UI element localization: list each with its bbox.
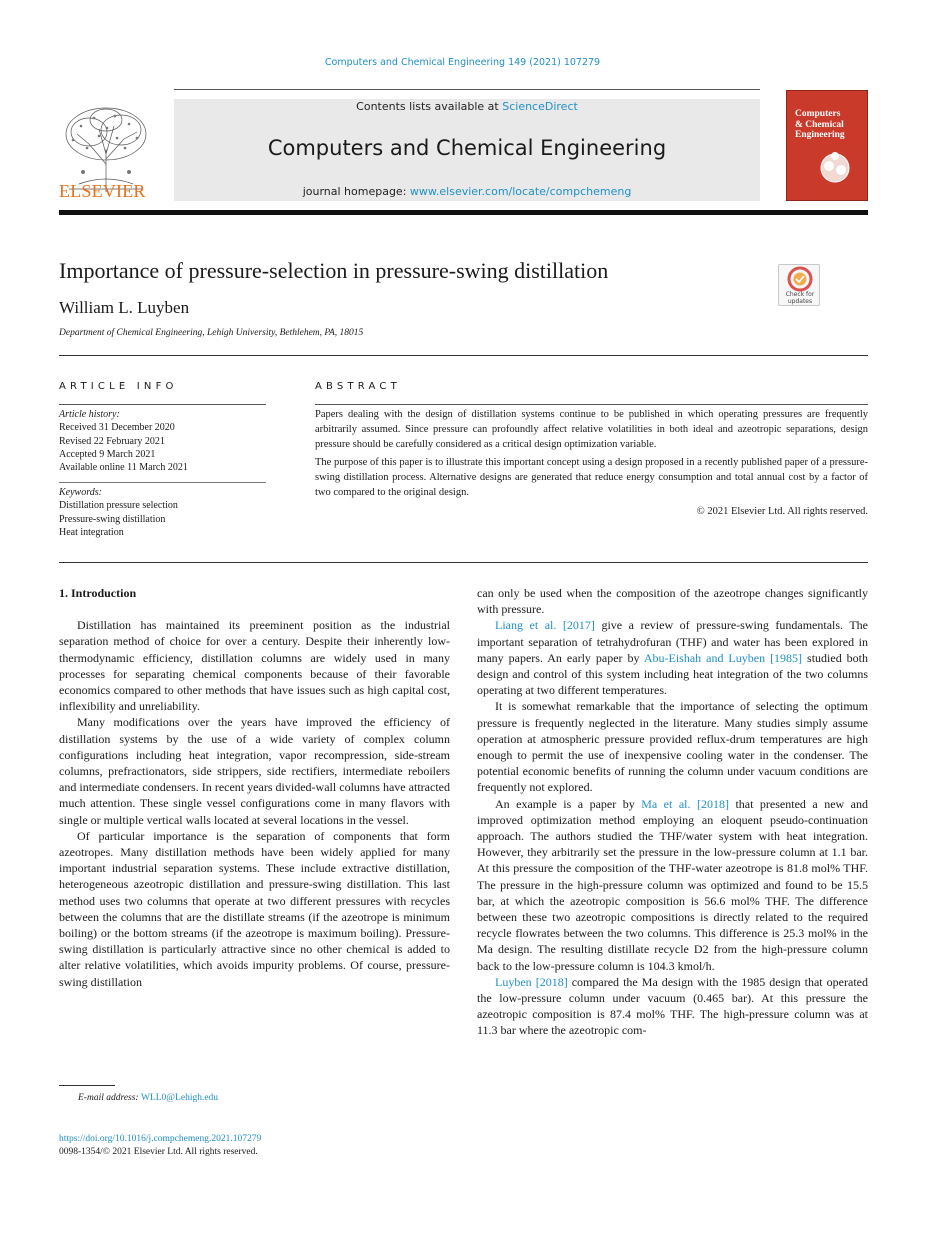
contents-line [174, 100, 760, 113]
citation-link[interactable]: Luyben [2018] [495, 974, 568, 989]
abstract-paragraph: The purpose of this paper is to illustrate this important concept using a design proposed in a recently published paper of a pressure-swing distillation process. Alternative designs are generated that reduce energy consumption and total annual cost by a factor of two compared to the original design. [315, 457, 868, 498]
cover-title-line: & Chemical [795, 119, 844, 130]
journal-citation[interactable]: Computers and Chemical Engineering 149 (2021) 107279 [324, 57, 601, 68]
paragraph-text: An example is a paper by [495, 796, 642, 811]
history-item: Accepted 9 March 2021 [59, 448, 156, 460]
article-history [59, 408, 266, 474]
paragraph-text: compared the Ma design with the 1985 design that operated the low-pressure column under vacuum (0.465 bar). At this pressure the azeotropic composition is 87.4 mol% THF. The high-pressure column was at 11.3 bar where the azeotropic com- [477, 974, 868, 1038]
citation-link[interactable]: Abu-Eishah and Luyben [1985] [643, 650, 803, 665]
history-label: Article history: [59, 409, 120, 420]
abstract-rule [315, 404, 868, 405]
journal-homepage-link[interactable]: www.elsevier.com/locate/compchemeng [409, 185, 632, 198]
keywords-label: Keywords: [59, 487, 102, 498]
body-paragraph: Many modifications over the years have improved the efficiency of distillation systems by the use of a wide variety of complex column configurations including heat integration, vapor recompression, side-stream columns, prefractionators, side strippers, side rectifiers, intermediate reboilers and intermediate condensers. In recent years divided-wall columns have attracted much attention. These single vessel configurations come in many flavors with single or multiple vertical walls located at several locations in the vessel. [59, 715, 450, 827]
citation-link[interactable]: Ma et al. [2018] [641, 796, 729, 811]
history-item: Received 31 December 2020 [59, 422, 175, 434]
abstract-copyright: © 2021 Elsevier Ltd. All rights reserved. [696, 505, 868, 517]
history-item: Available online 11 March 2021 [59, 462, 188, 474]
paragraph-text: that presented a new and improved optimization method employing an eloquent pseudo-continuation approach. The authors studied the THF/water system with heat integration. However, they arbitrarily set the pressure in the low-pressure column at 1.1 bar. At this pressure the composition of the THF-water azeotrope is 81.8 mol% THF. The pressure in the high-pressure column was optimized and found to be 15.5 bar, at which the azeotropic composition is 56.6 mol% THF. The difference between these two azeotropic compositions is directly related to the required recycle flowrates between the two columns. This difference is 25.3 mol% in the Ma design. The resulting distillate recycle D2 from the high-pressure column back to the low-pressure column is 104.3 kmol/h. [477, 796, 869, 973]
doi-link[interactable]: https://doi.org/10.1016/j.compchemeng.2021.107279 [59, 1134, 262, 1144]
email-label: E-mail address: [78, 1093, 141, 1103]
left-column [59, 585, 450, 990]
check-updates-label [779, 292, 821, 305]
body-paragraph: It is somewhat remarkable that the importance of selecting the optimum pressure is frequently neglected in the literature. Many studies simply assume operation at atmospheric pressure provided reflux-drum temperatures are high enough to permit the use of inexpensive cooling water in the condenser. The potential economic benefits of running the column under vacuum conditions are frequently not explored. [477, 699, 868, 795]
footnote-email [78, 1093, 218, 1103]
body-paragraph [477, 974, 868, 1039]
article-info-rule [59, 404, 266, 405]
body-paragraph: Of particular importance is the separation of components that form azeotropes. Many distillation methods have been widely applied for many important industrial separation systems. These include extractive distillation, heterogeneous azeotropic distillation and pressure-swing distillation. This last method uses two columns that operate at two different pressures with recycles between the columns that are the distillate streams (if the azeotrope is minimum boiling) or the bottom streams (if the azeotrope is maximum boiling). Pressure-swing distillation is particularly attractive since no other chemical is added to alter relative volatilities, which avoids impurity problems. Of course, pressure-swing distillation [59, 828, 450, 989]
cover-graphic-icon [815, 146, 855, 186]
check-updates-icon [779, 265, 821, 293]
homepage-line [174, 185, 760, 198]
body-paragraph: Distillation has maintained its preeminent position as the industrial separation method of choice for over a century. Despite their inherently low-thermodynamic efficiency, distillation columns are widely used in many processes for separating chemical components because of their favorable economics compared to other methods that have issues such as high capital cost, inflexibility and unreliability. [59, 618, 450, 714]
homepage-prefix: journal homepage: [302, 185, 410, 198]
section-heading: 1. Introduction [59, 586, 137, 600]
history-item: Revised 22 February 2021 [59, 435, 165, 447]
keyword-item: Heat integration [59, 526, 124, 538]
email-link[interactable]: WLL0@Lehigh.edu [140, 1093, 219, 1103]
footnote-rule [59, 1085, 115, 1086]
keyword-item: Pressure-swing distillation [59, 513, 166, 525]
body-paragraph [477, 796, 868, 974]
body-paragraph [477, 617, 868, 698]
keyword-item: Distillation pressure selection [59, 500, 178, 512]
header-divider [59, 355, 868, 356]
cover-title [795, 109, 865, 141]
publisher-wordmark: ELSEVIER [59, 181, 146, 201]
masthead-top-rule [174, 89, 760, 90]
check-for-updates-button[interactable] [778, 264, 820, 306]
author-affiliation: Department of Chemical Engineering, Lehigh University, Bethlehem, PA, 18015 [59, 328, 364, 338]
abstract-body [315, 408, 868, 520]
masthead-bottom-rule [59, 210, 868, 215]
keywords [59, 486, 266, 539]
cover-title-line: Engineering [795, 130, 845, 140]
article-info-heading: ARTICLE INFO [59, 381, 178, 392]
right-column [477, 585, 868, 1039]
keywords-rule [59, 482, 266, 483]
masthead [59, 89, 868, 213]
cover-title-line: Computers [795, 109, 841, 119]
journal-cover-thumbnail[interactable] [786, 90, 868, 201]
abstract-heading: ABSTRACT [315, 381, 401, 392]
author-name[interactable]: William L. Luyben [59, 298, 190, 317]
check-updates-line: Check for [785, 291, 815, 298]
paragraph-text: give a review of pressure-swing fundamentals. The important separation of tetrahydrofuran (THF) and water has been explored in many papers. An early paper by [477, 618, 868, 665]
issn-line: 0098-1354/© 2021 Elsevier Ltd. All rights reserved. [59, 1147, 258, 1157]
contents-prefix: Contents lists available at [356, 100, 503, 113]
article-title: Importance of pressure-selection in pressure-swing distillation [59, 258, 609, 283]
abstract-paragraph: Papers dealing with the design of distillation systems continue to be published in which operating pressures are frequently arbitrarily assumed. Since pressure can profoundly affect relative volatilities in both ideal and azeotropic separations, design pressure should be carefully considered as a critical design optimization variable. [315, 409, 868, 450]
sciencedirect-link[interactable]: ScienceDirect [502, 100, 578, 113]
check-updates-line: updates [787, 297, 813, 305]
journal-title: Computers and Chemical Engineering [267, 136, 667, 160]
citation-link[interactable]: Liang et al. [2017] [495, 618, 595, 633]
body-paragraph: can only be used when the composition of the azeotrope changes significantly with pressure. [477, 586, 868, 617]
body-divider [59, 562, 868, 563]
paragraph-text: studied both design and control of this system including heat integration of the two columns operating at two different temperatures. [477, 650, 869, 698]
